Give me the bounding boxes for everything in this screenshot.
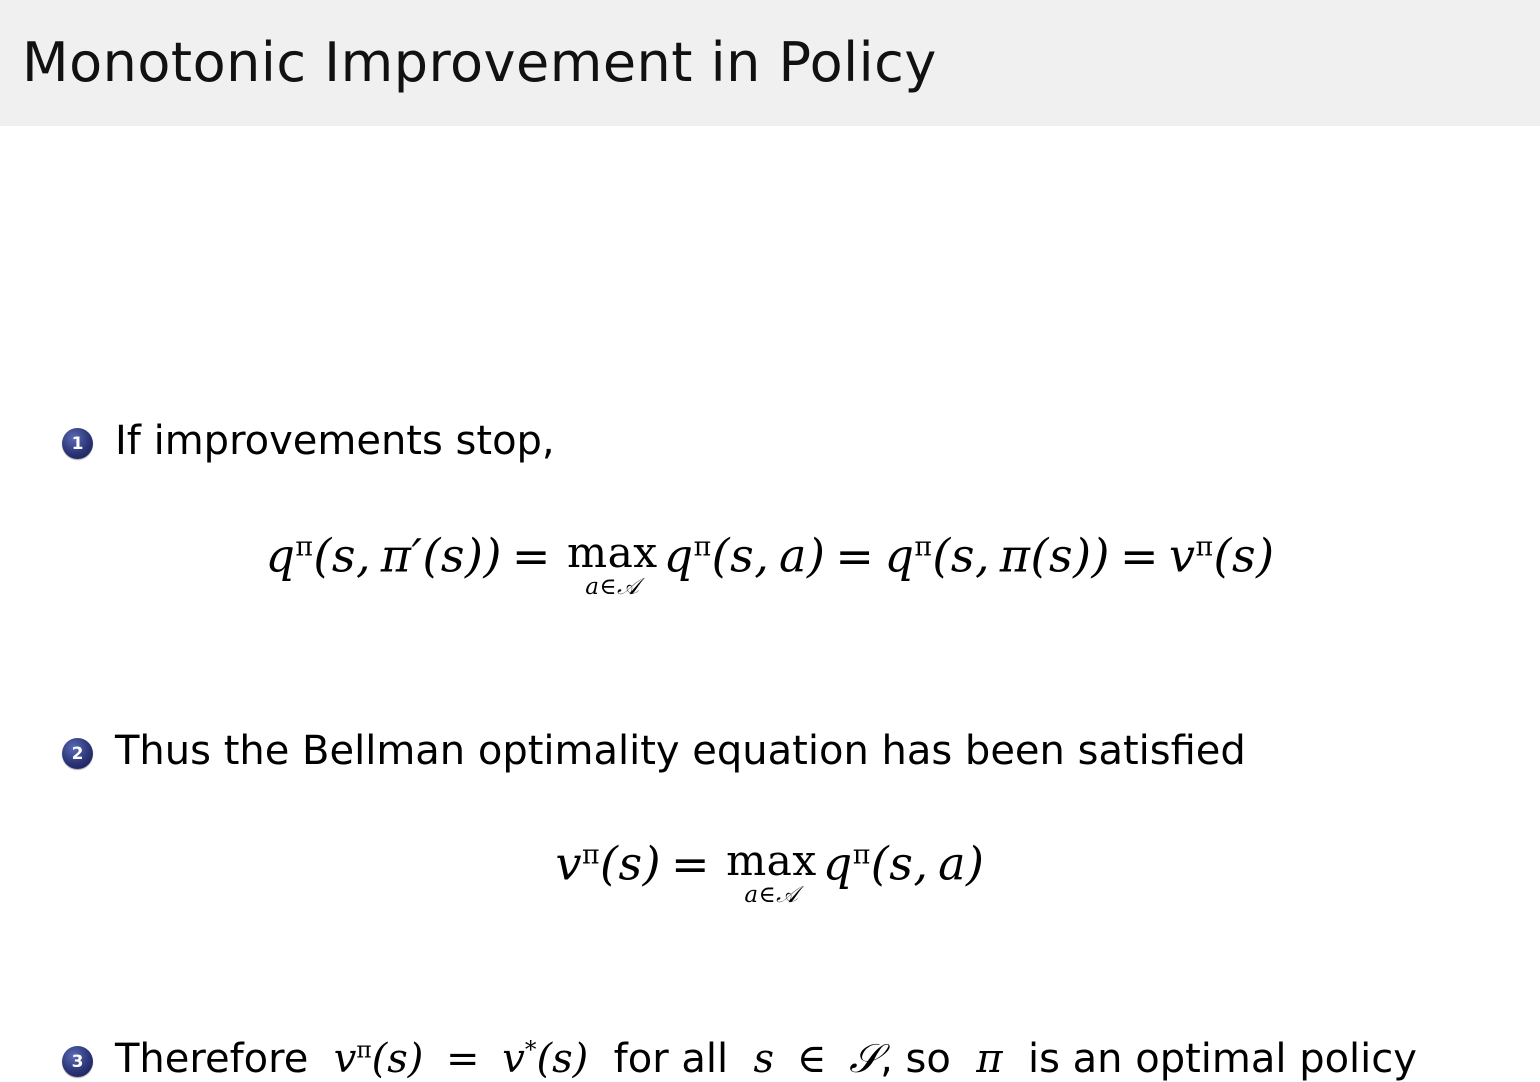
list-item-lead: Therefore (115, 1036, 309, 1082)
equation-2-expression: $v^\pi(s)$ = max a∈𝒜 $q^\pi(s$, a) (555, 835, 985, 908)
list-item-tail-b: is an optimal policy (1027, 1036, 1417, 1082)
equation-2 (0, 834, 1540, 908)
list-item-mid: for all (613, 1036, 729, 1082)
inline-equation-state-set: s ∈ 𝒮 (740, 1036, 881, 1082)
list-item-label (115, 1036, 1417, 1082)
list-item-label: If improvements stop, (115, 418, 555, 464)
list-item (62, 728, 1246, 774)
inline-symbol-pi: π (963, 1036, 1016, 1082)
equation-1-expression: $q^\pi(s$, π′(s)) = max a∈𝒜 $q^\pi(s$, $a) = q^\pi(s$, $\pi(s)) = v^\pi(s)$ (265, 527, 1275, 600)
list-item-tail-a: , so (880, 1036, 951, 1082)
slide-title-bar (0, 0, 1540, 126)
list-item (62, 1036, 1417, 1082)
list-item-label: Thus the Bellman optimality equation has been satisfied (115, 728, 1246, 774)
bullet-number-icon: 3 (62, 1046, 93, 1077)
inline-equation-v-pi: $v^\pi(s) = v^*(s)$ (321, 1036, 601, 1082)
equation-1 (0, 526, 1540, 600)
list-item (62, 418, 555, 464)
bullet-number-icon: 2 (62, 738, 93, 769)
page-title: Monotonic Improvement in Policy (22, 30, 937, 94)
bullet-number-icon: 1 (62, 428, 93, 459)
